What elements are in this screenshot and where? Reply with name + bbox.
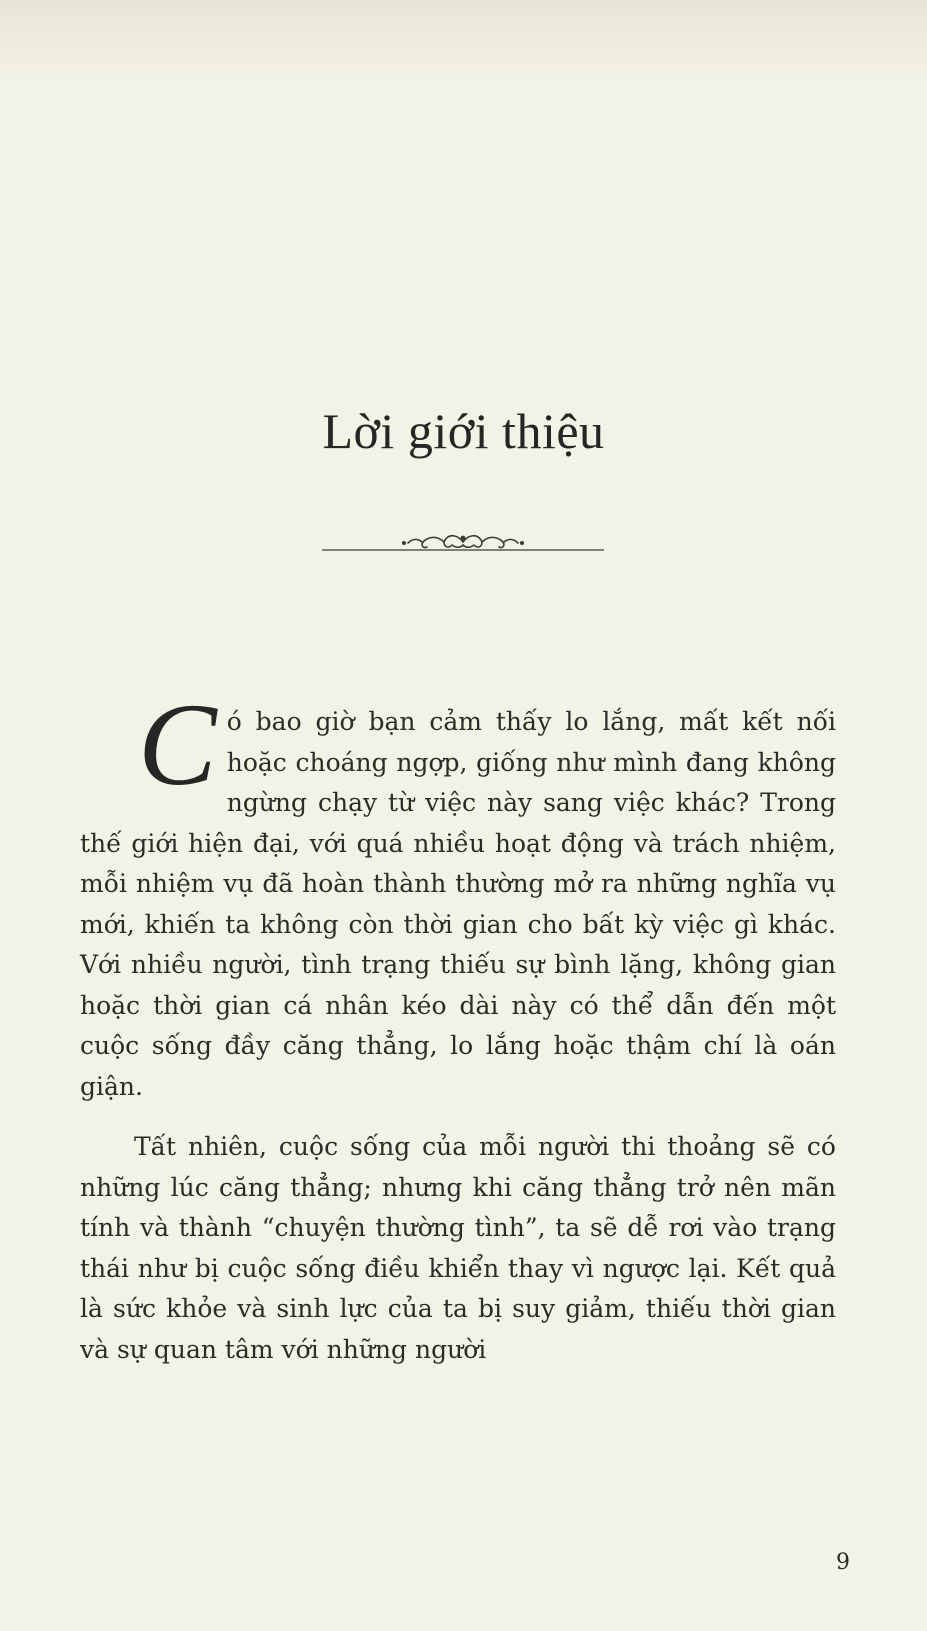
- floral-divider-icon: [322, 530, 604, 554]
- page-edge-shading: [0, 0, 927, 80]
- chapter-title: Lời giới thiệu: [322, 403, 605, 459]
- page-number: 9: [836, 1550, 850, 1575]
- paragraph-text: ó bao giờ bạn cảm thấy lo lắng, mất kết nối hoặc choáng ngợp, giống như mình đang không ngừng chạy từ việc này sang việc khác? Trong thế giới hiện đại, với quá nhiều hoạt động và trách nhiệm, mỗi nhiệm vụ đã hoàn thành thường mở ra những nghĩa vụ mới, khiến ta không còn thời gian cho bất kỳ việc gì khác. Với nhiều người, tình trạng thiếu sự bình lặng, không gian hoặc thời gian cá nhân kéo dài này có thể dẫn đến một cuộc sống đầy căng thẳng, lo lắng hoặc thậm chí là oán giận.: [80, 707, 836, 1101]
- chapter-body: [80, 679, 836, 1370]
- body-paragraph: Tất nhiên, cuộc sống của mỗi người thi thoảng sẽ có những lúc căng thẳng; nhưng khi căng thẳng trở nên mãn tính và thành “chuyện thường tình”, ta sẽ dễ rơi vào trạng thái như bị cuộc sống điều khiển thay vì ngược lại. Kết quả là sức khỏe và sinh lực của ta bị suy giảm, thiếu thời gian và sự quan tâm với những người: [80, 1132, 836, 1364]
- body-paragraph: [80, 679, 836, 1107]
- drop-cap: C: [138, 679, 217, 810]
